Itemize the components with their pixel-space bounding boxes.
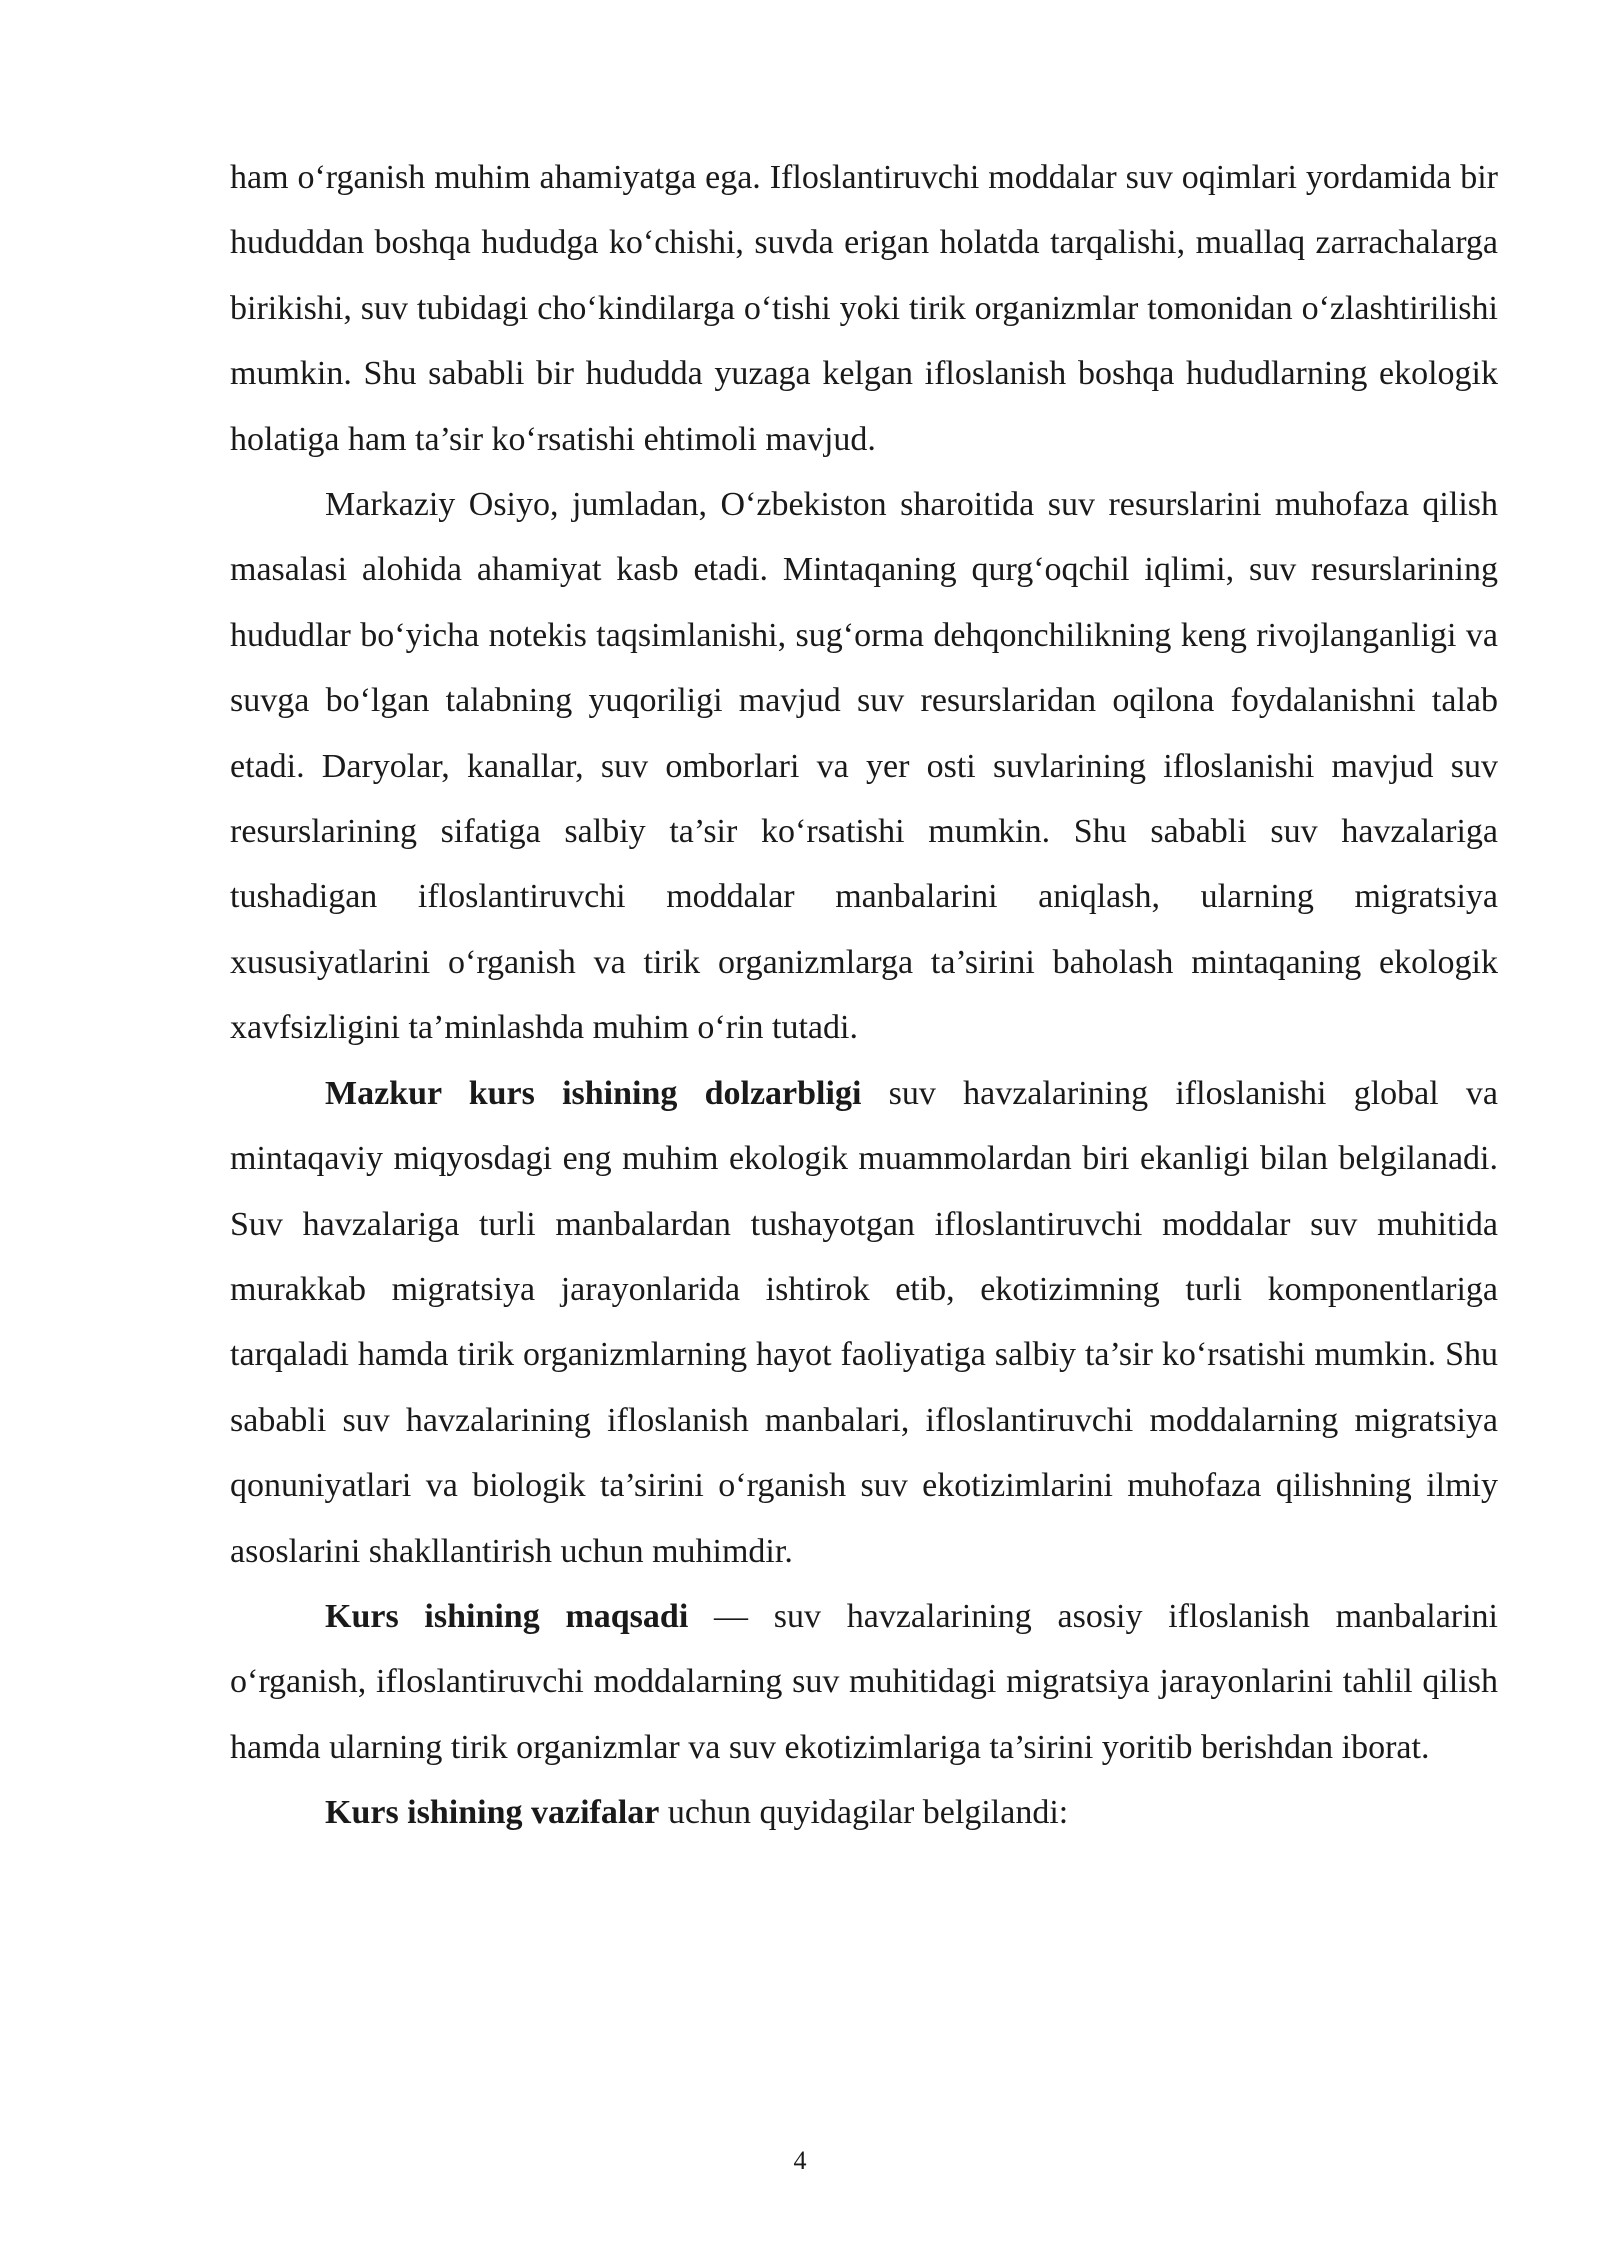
paragraph-goal — [230, 1584, 1498, 1780]
relevance-text: suv havzalarining ifloslanishi global va mintaqaviy miqyosdagi eng muhim ekologik muammolardan biri ekanligi bilan belgilanadi. Suv havzalariga turli manbalardan tushayotgan ifloslantiruvchi moddalar suv muhitida murakkab migratsiya jarayonlarida ishtirok etib, ekotizimning turli komponentlariga tarqaladi hamda tirik organizmlarning hayot faoliyatiga salbiy ta’sir ko‘rsatishi mumkin. Shu sababli suv havzalarining ifloslanish manbalari, ifloslantiruvchi moddalarning migratsiya qonuniyatlari va biologik ta’sirini o‘rganish suv ekotizimlarini muhofaza qilishning ilmiy asoslarini shakllantirish uchun muhimdir. — [230, 1074, 1499, 1570]
paragraph-1 — [230, 145, 1498, 472]
paragraph-relevance — [230, 1061, 1498, 1584]
paragraph-tasks — [230, 1780, 1498, 1845]
goal-heading: Kurs ishining maqsadi — [325, 1597, 689, 1635]
document-page — [230, 145, 1498, 1846]
paragraph-2-text: Markaziy Osiyo, jumladan, O‘zbekiston sharoitida suv resurslarini muhofaza qilish masalasi alohida ahamiyat kasb etadi. Mintaqaning qurg‘oqchil iqlimi, suv resurslarining hududlar bo‘yicha notekis taqsimlanishi, sug‘orma dehqonchilikning keng rivojlanganligi va suvga bo‘lgan talabning yuqoriligi mavjud suv resurslaridan oqilona foydalanishni talab etadi. Daryolar, kanallar, suv omborlari va yer osti suvlarining ifloslanishi mavjud suv resurslarining sifatiga salbiy ta’sir ko‘rsatishi mumkin. Shu sababli suv havzalariga tushadigan ifloslantiruvchi moddalar manbalarini aniqlash, ularning migratsiya xususiyatlarini o‘rganish va tirik organizmlarga ta’sirini baholash mintaqaning ekologik xavfsizligini ta’minlashda muhim o‘rin tutadi. — [230, 486, 1498, 1047]
goal-text: — suv havzalarining asosiy ifloslanish manbalarini o‘rganish, ifloslantiruvchi moddalarning suv muhitidagi migratsiya jarayonlarini tahlil qilish hamda ularning tirik organizmlar va suv ekotizimlariga ta’sirini yoritib berishdan iborat. — [230, 1597, 1499, 1766]
paragraph-1-text: ham o‘rganish muhim ahamiyatga ega. Ifloslantiruvchi moddalar suv oqimlari yordamida bir hududdan boshqa hududga ko‘chishi, suvda erigan holatda tarqalishi, muallaq zarrachalarga birikishi, suv tubidagi cho‘kindilarga o‘tishi yoki tirik organizmlar tomonidan o‘zlashtirilishi mumkin. Shu sababli bir hududda yuzaga kelgan ifloslanish boshqa hududlarning ekologik holatiga ham ta’sir ko‘rsatishi ehtimoli mavjud. — [230, 159, 1498, 458]
relevance-heading: Mazkur kurs ishining dolzarbligi — [325, 1074, 862, 1112]
page-number: 4 — [793, 2146, 807, 2175]
tasks-text: uchun quyidagilar belgilandi: — [659, 1794, 1069, 1832]
paragraph-2 — [230, 472, 1498, 1061]
tasks-heading: Kurs ishining vazifalar — [325, 1794, 660, 1832]
